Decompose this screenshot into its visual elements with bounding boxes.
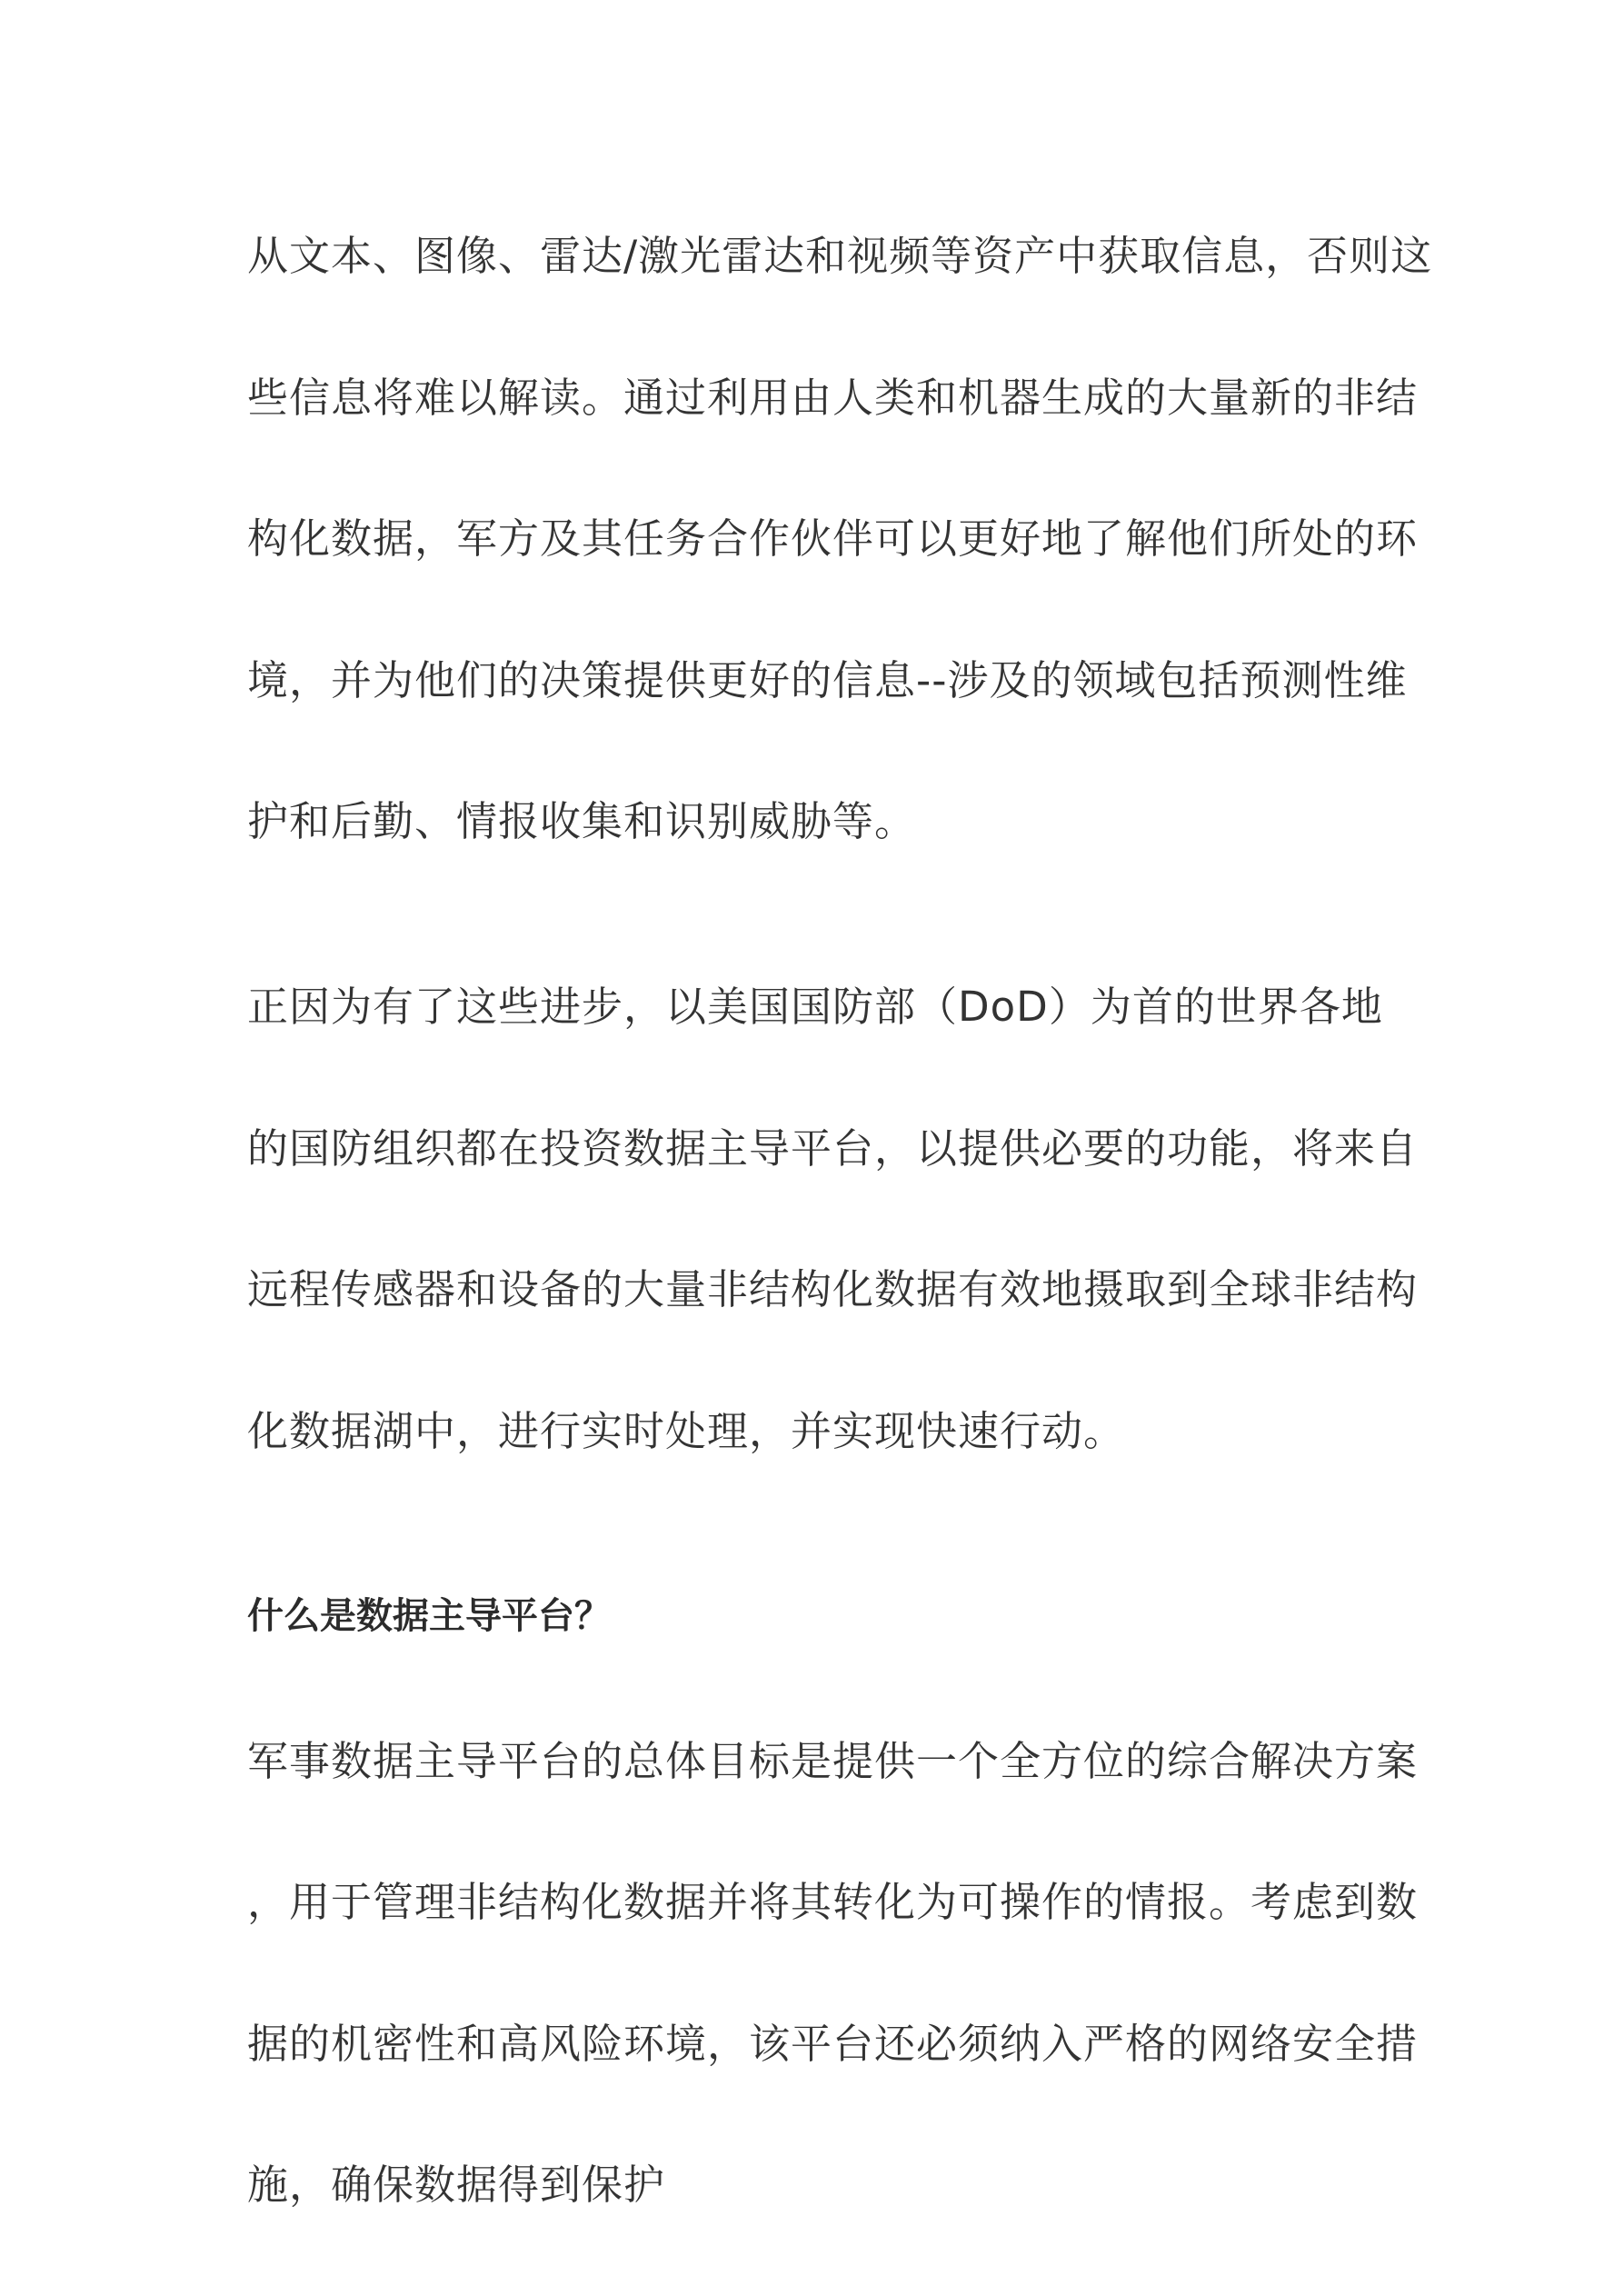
paragraph-line: 施，确保数据得到保护: [247, 2161, 666, 2209]
paragraph-line: ，用于管理非结构化数据并将其转化为可操作的情报。考虑到数: [247, 1878, 1419, 1926]
paragraph-line: 些信息将难以解读。通过利用由人类和机器生成的大量新的非结: [247, 374, 1419, 422]
paragraph-line: 据的机密性和高风险环境，该平台还必须纳入严格的网络安全措: [247, 2020, 1419, 2068]
paragraph-line: 构化数据，军方及其任务合作伙伴可以更好地了解他们所处的环: [247, 514, 1419, 563]
paragraph-line: 化数据湖中，进行实时处理，并实现快速行动。: [247, 1407, 1126, 1455]
paragraph-line: 的国防组织都在投资数据主导平台，以提供必要的功能，将来自: [247, 1124, 1419, 1173]
section-heading: 什么是数据主导平台？: [247, 1595, 611, 1637]
paragraph-line: 正因为有了这些进步，以美国国防部（DoD）为首的世界各地: [247, 983, 1383, 1031]
paragraph-line: 护和后勤、情报收集和识别威胁等。: [247, 797, 917, 845]
paragraph-line: 远程传感器和设备的大量非结构化数据有效地摄取到全球非结构: [247, 1265, 1419, 1313]
paragraph-line: 境，并为他们的决策提供更好的信息--涉及的领域包括预测性维: [247, 656, 1408, 704]
paragraph-line: 从文本、图像、雷达/激光雷达和视频等资产中获取信息，否则这: [247, 232, 1433, 280]
paragraph-line: 军事数据主导平台的总体目标是提供一个全方位的综合解决方案: [247, 1737, 1419, 1785]
